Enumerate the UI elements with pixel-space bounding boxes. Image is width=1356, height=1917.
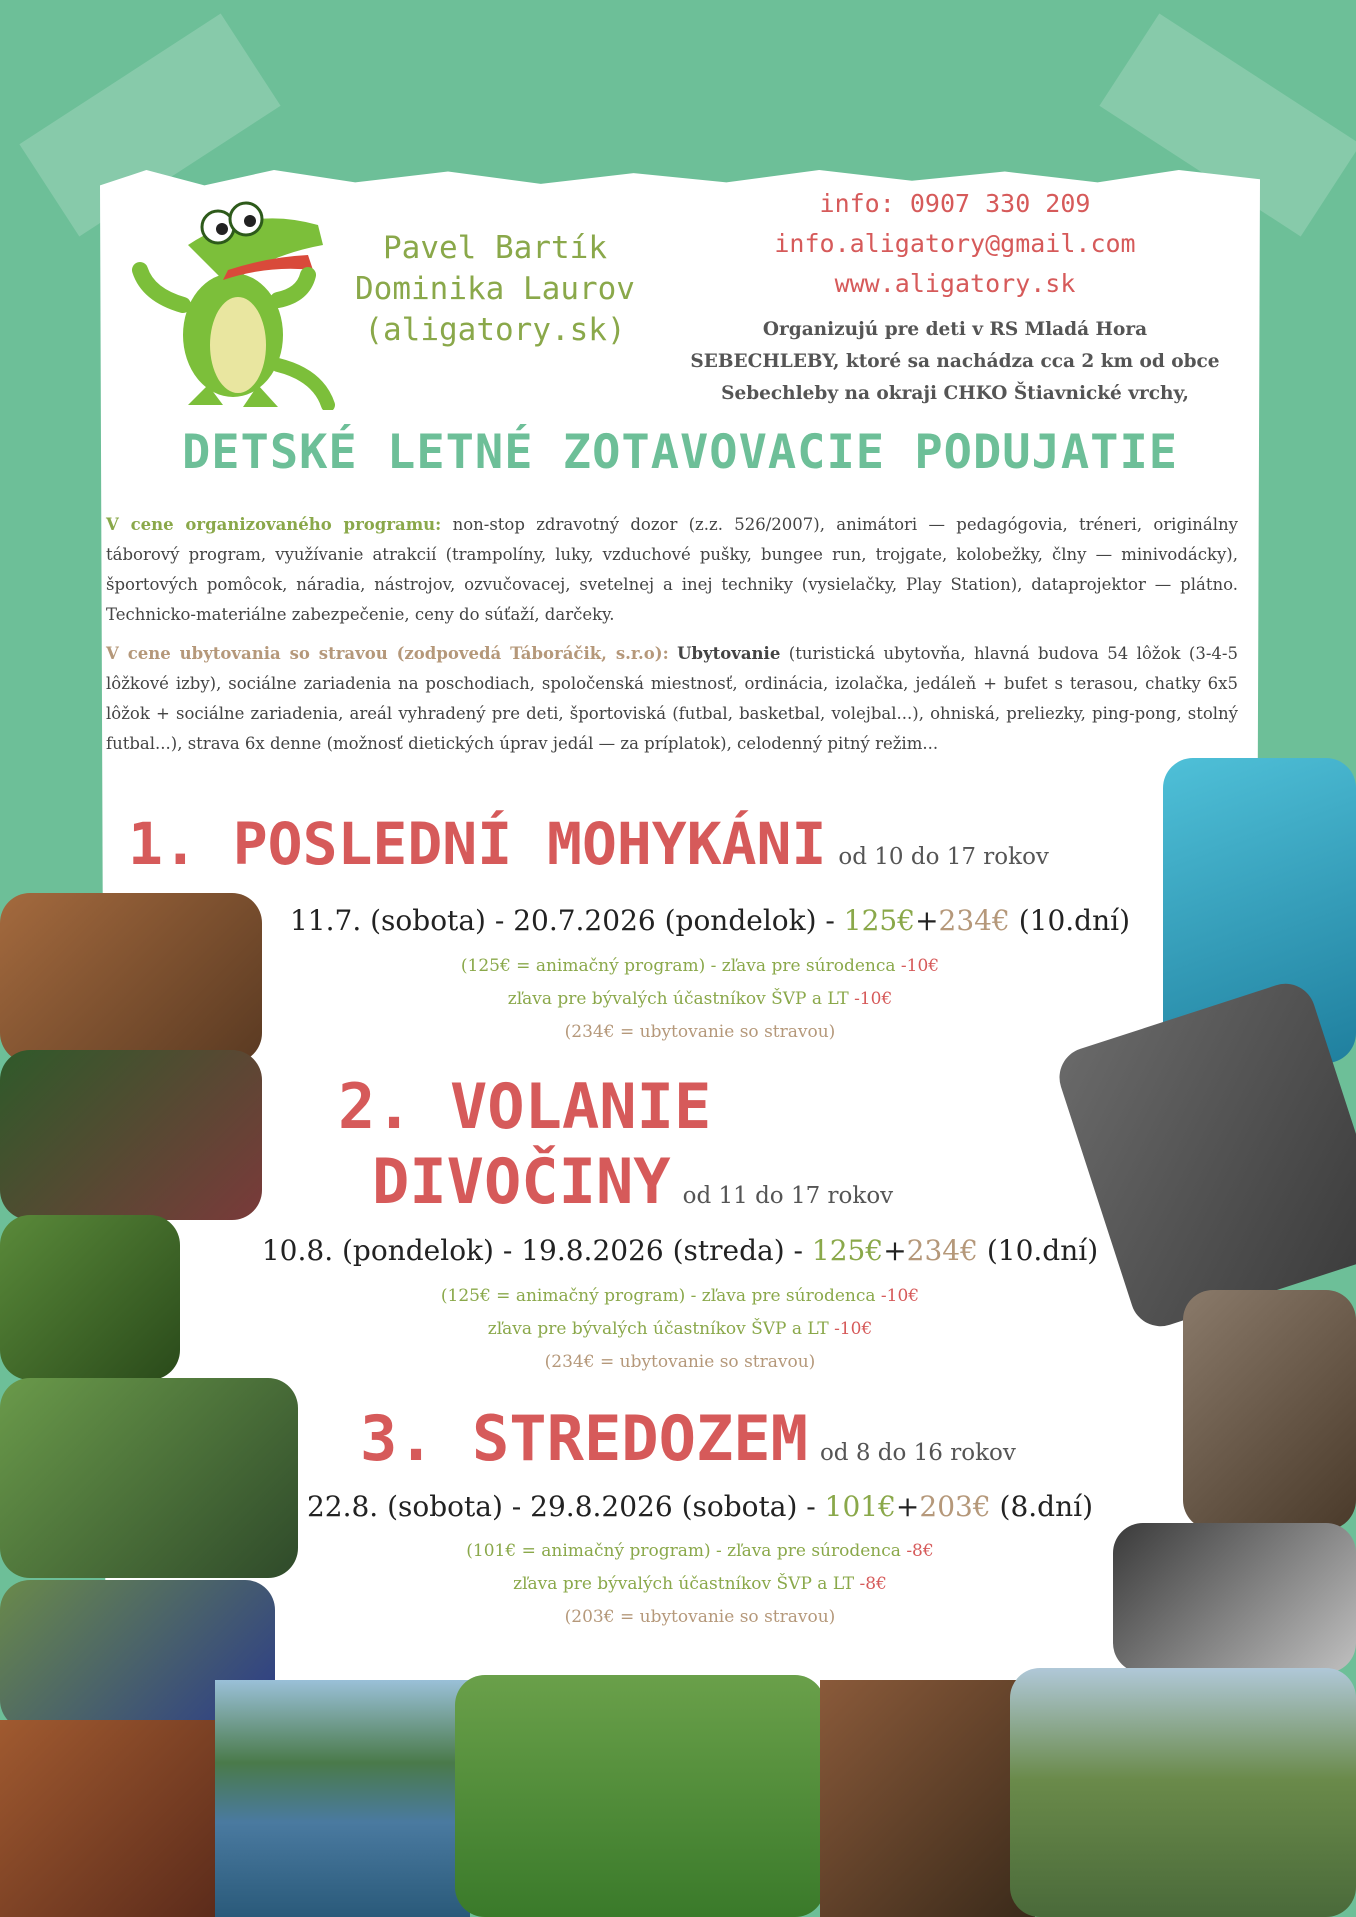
organizer-name-2: Dominika Laurov xyxy=(355,271,635,307)
organization-line-3: Sebechleby na okraji CHKO Štiavnické vrchy, xyxy=(721,383,1189,404)
camp-2-price-program: 125€ xyxy=(811,1234,884,1267)
camp-2-note-1: (125€ = animačný program) - zľava pre súrodenca xyxy=(440,1286,876,1306)
photo-team-flag xyxy=(1010,1668,1356,1917)
photo-medals xyxy=(0,1720,225,1917)
camp-3-title-row xyxy=(360,1402,1016,1475)
accommodation-text: (turistická ubytovňa, hlavná budova 54 lôžok (3-4-5 lôžkové izby), sociálne zariadenia na poschodiach, spoločenská miestnosť, ordinácia, izolačka, jedáleň + bufet s terasou, chatky 6x5 lôžok + sociálne zariadenia, areál vyhradený pre deti, športoviská (futbal, basketbal, volejbal...), ohniská, preliezky, ping-pong, stolný futbal...), strava 6x denne (možnosť dietických úprav jedál — za príplatok), celodenný pitný režim... xyxy=(106,644,1239,753)
camp-3-title: 3. STREDOZEM xyxy=(360,1402,808,1475)
photo-circle-in-grass xyxy=(455,1675,825,1917)
program-lead: V cene organizovaného programu: xyxy=(106,515,442,534)
photo-guitar-player xyxy=(0,893,262,1063)
camp-3-discount-1: -8€ xyxy=(906,1541,934,1561)
phone-link[interactable]: info: 0907 330 209 xyxy=(819,189,1091,218)
camp-3-age: od 8 do 16 rokov xyxy=(819,1440,1016,1466)
camp-1-dates xyxy=(250,904,1170,937)
camp-2-note-2: zľava pre bývalých účastníkov ŠVP a LT xyxy=(487,1319,829,1339)
camp-2-discount-1: -10€ xyxy=(880,1286,920,1306)
camp-1-discount-2: -10€ xyxy=(854,989,893,1009)
website-link[interactable]: www.aligatory.sk xyxy=(834,269,1076,298)
organization-line-1: Organizujú pre deti v RS Mladá Hora xyxy=(762,319,1148,340)
camp-2-dates xyxy=(220,1234,1140,1267)
organizer-name-1: Pavel Bartík xyxy=(383,230,607,266)
camp-3-note-1: (101€ = animačný program) - zľava pre súrodenca xyxy=(466,1541,901,1561)
photo-sports-numbers xyxy=(0,1378,298,1578)
camp-2-title-line-1: 2. VOLANIE xyxy=(338,1070,712,1143)
camp-3-dates xyxy=(270,1490,1130,1523)
camp-2-note-3: (234€ = ubytovanie so stravou) xyxy=(544,1352,816,1372)
camp-2-price-stay: 234€ xyxy=(906,1234,978,1267)
camp-1-age: od 10 do 17 rokov xyxy=(838,844,1049,870)
program-paragraph xyxy=(106,510,1238,630)
camp-1-note-3: (234€ = ubytovanie so stravou) xyxy=(564,1022,836,1042)
camp-2-plus: + xyxy=(883,1234,907,1267)
photo-climbing xyxy=(0,1215,180,1380)
contact-block xyxy=(700,184,1210,304)
camp-2-notes xyxy=(280,1280,1080,1379)
camp-3-price-program: 101€ xyxy=(824,1490,896,1523)
camp-1-price-stay: 234€ xyxy=(938,904,1010,937)
camp-1-note-2: zľava pre bývalých účastníkov ŠVP a LT xyxy=(507,989,849,1009)
email-link[interactable]: info.aligatory@gmail.com xyxy=(774,229,1136,258)
photo-costume-group xyxy=(0,1050,262,1220)
camp-3-discount-2: -8€ xyxy=(859,1574,887,1594)
organizer-names xyxy=(330,228,660,351)
camp-2-title-line-2: DIVOČINY xyxy=(372,1145,671,1218)
camp-2-discount-2: -10€ xyxy=(834,1319,873,1339)
camp-1-title: 1. POSLEDNÍ MOHYKÁNI xyxy=(128,810,827,878)
photo-painting xyxy=(1113,1523,1356,1673)
accommodation-strong: Ubytovanie xyxy=(677,644,781,663)
photo-indoor-group xyxy=(820,1680,1035,1917)
camp-1-days: (10.dní) xyxy=(1018,904,1130,937)
camp-3-price-stay: 203€ xyxy=(919,1490,991,1523)
camp-2-date-range: 10.8. (pondelok) - 19.8.2026 (streda) - xyxy=(261,1234,804,1267)
camp-2-days: (10.dní) xyxy=(986,1234,1099,1267)
photo-rafting xyxy=(215,1680,470,1917)
camp-3-days: (8.dní) xyxy=(999,1490,1094,1523)
organizer-site: (aligatory.sk) xyxy=(364,312,626,348)
camp-1-discount-1: -10€ xyxy=(900,956,940,976)
camp-2-title-row xyxy=(372,1145,893,1218)
camp-3-note-3: (203€ = ubytovanie so stravou) xyxy=(564,1607,836,1627)
camp-3-plus: + xyxy=(895,1490,920,1523)
alligator-mascot-icon xyxy=(128,185,338,410)
accommodation-lead: V cene ubytovania so stravou (zodpovedá Táboráčik, s.r.o): xyxy=(106,644,669,663)
camp-1-note-1: (125€ = animačný program) - zľava pre súrodenca xyxy=(460,956,896,976)
camp-3-date-range: 22.8. (sobota) - 29.8.2026 (sobota) - xyxy=(306,1490,816,1523)
camp-1-title-row xyxy=(128,810,1049,878)
program-text: non-stop zdravotný dozor (z.z. 526/2007), animátori — pedagógovia, tréneri, originálny táborový program, využívanie atrakcií (trampolíny, luky, vzduchové pušky, bungee run, trojgate, kolobežky, člny — minivodácky), športových pomôcok, náradia, nástrojov, ozvučovacej, svetelnej a inej techniky (vysielačky, Play Station), dataprojektor — plátno. Technicko-materiálne zabezpečenie, ceny do súťaží, darčeky. xyxy=(106,515,1238,624)
camp-1-plus: + xyxy=(915,904,939,937)
organization-line-2: SEBECHLEBY, ktoré sa nachádza cca 2 km od obce xyxy=(690,351,1220,372)
organization-info xyxy=(680,314,1230,410)
camp-1-notes xyxy=(300,950,1100,1049)
accommodation-paragraph xyxy=(106,639,1238,759)
camp-3-note-2: zľava pre bývalých účastníkov ŠVP a LT xyxy=(513,1574,855,1594)
page-title: DETSKÉ LETNÉ ZOTAVOVACIE PODUJATIE xyxy=(181,425,1179,480)
photo-girl-portrait xyxy=(1183,1290,1356,1530)
camp-1-date-range: 11.7. (sobota) - 20.7.2026 (pondelok) - xyxy=(289,904,835,937)
camp-3-notes xyxy=(300,1535,1100,1634)
camp-2-age: od 11 do 17 rokov xyxy=(682,1183,894,1209)
camp-1-price-program: 125€ xyxy=(843,904,916,937)
